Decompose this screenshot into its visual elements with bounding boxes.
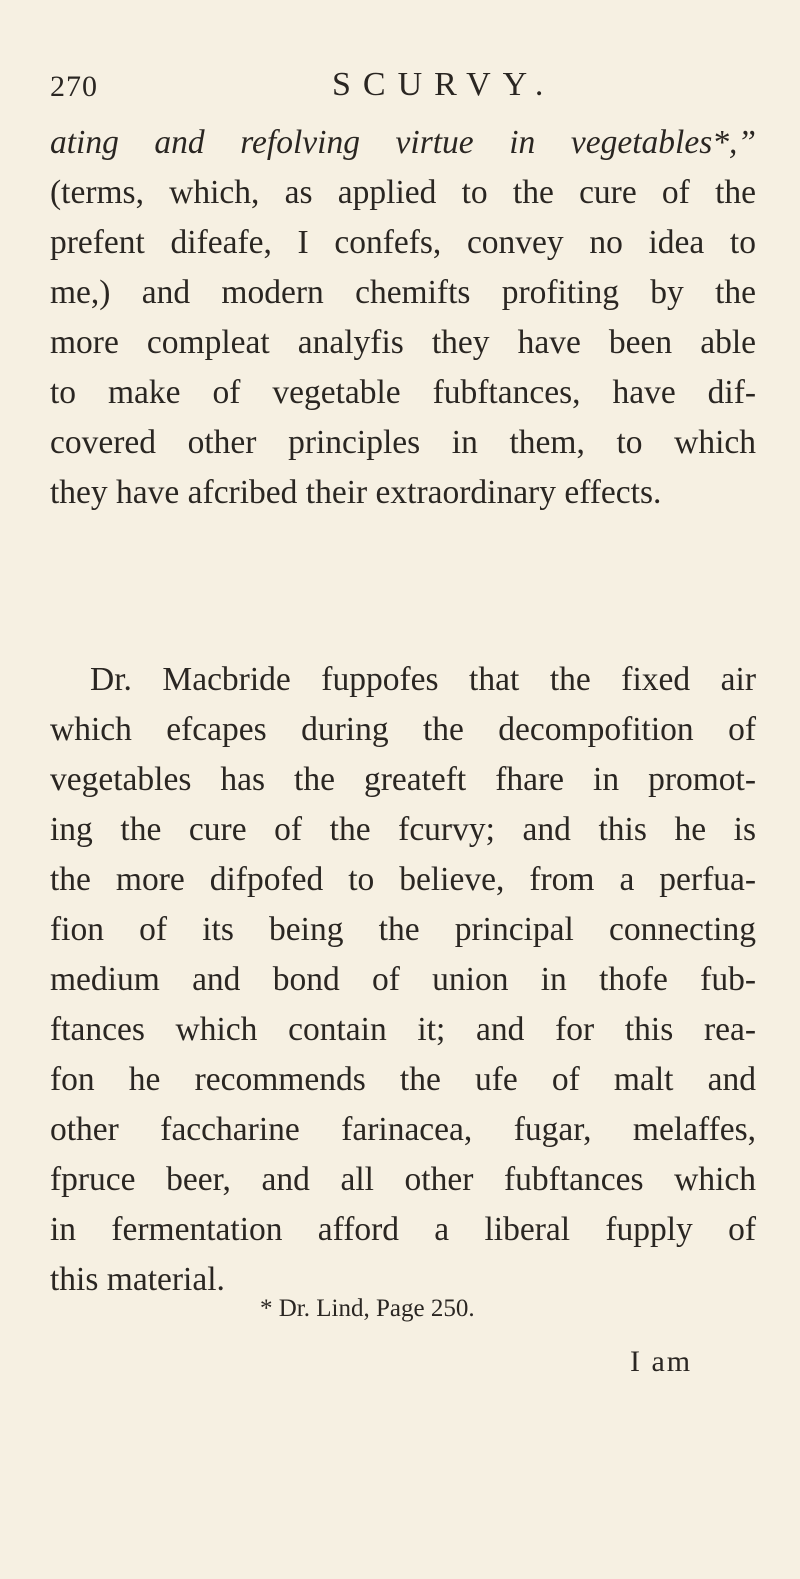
footnote: * Dr. Lind, Page 250. — [260, 1295, 475, 1322]
text-line: ating and refolving virtue in vegetables*,” — [50, 124, 756, 161]
paragraph-2 — [50, 655, 756, 1305]
text-line: fpruce beer, and all other fubftances which — [50, 1161, 756, 1198]
text-line: the more difpofed to believe, from a perfua- — [50, 861, 756, 898]
text-line: (terms, which, as applied to the cure of the — [50, 174, 756, 211]
text-line: covered other principles in them, to which — [50, 424, 756, 461]
paragraph-1 — [50, 118, 756, 518]
text-line: Dr. Macbride fuppofes that the fixed air — [90, 661, 756, 698]
text-line: which efcapes during the decompofition of — [50, 711, 756, 748]
text-line: other faccharine farinacea, fugar, melaffes, — [50, 1111, 756, 1148]
text-line: in fermentation afford a liberal fupply of — [50, 1211, 756, 1248]
page-number: 270 — [50, 70, 98, 103]
text-line: medium and bond of union in thofe fub- — [50, 961, 756, 998]
text-line: vegetables has the greateft fhare in promot- — [50, 761, 756, 798]
running-head: SCURVY. — [332, 66, 556, 103]
text-line: ing the cure of the fcurvy; and this he is — [50, 811, 756, 848]
text-line: this material. — [50, 1261, 225, 1298]
text-line: they have afcribed their extraordinary effects. — [50, 474, 662, 511]
text-line: prefent difeafe, I confefs, convey no idea to — [50, 224, 756, 261]
page-header — [50, 66, 750, 120]
catchword: I am — [630, 1345, 693, 1378]
text-line: more compleat analyfis they have been able — [50, 324, 756, 361]
text-line: ftances which contain it; and for this rea- — [50, 1011, 756, 1048]
text-line: fion of its being the principal connecting — [50, 911, 756, 948]
text-line: fon he recommends the ufe of malt and — [50, 1061, 756, 1098]
text-line: to make of vegetable fubftances, have dif- — [50, 374, 756, 411]
text-line: me,) and modern chemifts profiting by the — [50, 274, 756, 311]
